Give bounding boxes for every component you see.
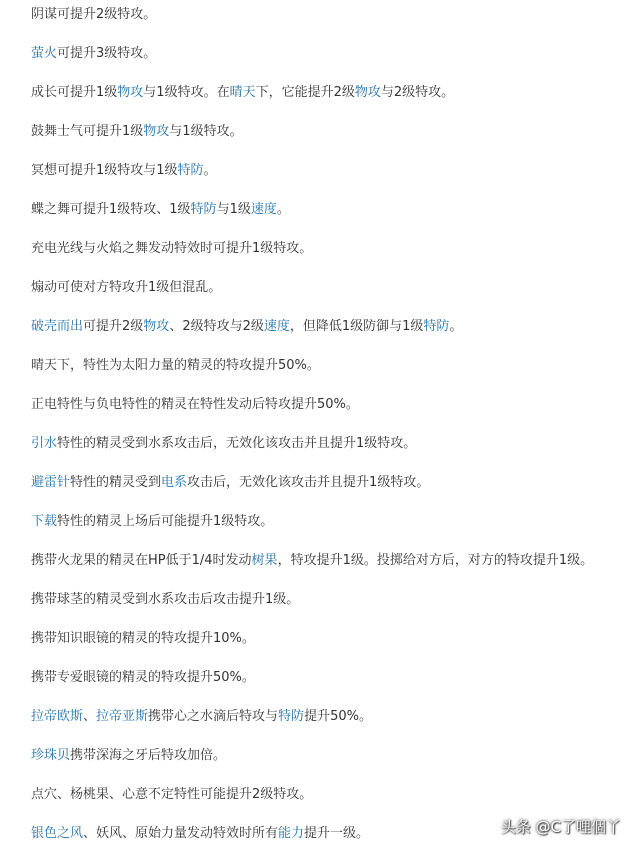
text-segment: 阴谋可提升2级特攻。 [31, 7, 157, 22]
text-segment: 晴天下，特性为太阳力量的精灵的特攻提升50%。 [31, 358, 320, 373]
text-segment: 与2级特攻。 [380, 85, 455, 100]
text-segment: 蝶之舞可提升1级特攻、1级 [31, 202, 191, 217]
text-line-11 [31, 396, 359, 414]
text-segment: 冥想可提升1级特攻与1级 [31, 163, 178, 178]
term-link[interactable]: 下载 [31, 514, 58, 529]
text-line-3 [31, 84, 454, 102]
text-line-16 [31, 591, 299, 609]
term-link[interactable]: 萤火 [31, 46, 58, 61]
term-link[interactable]: 避雷针 [31, 475, 71, 490]
text-segment: 鼓舞士气可提升1级 [31, 124, 144, 139]
text-segment: 携带深海之牙后特攻加倍。 [70, 748, 227, 763]
text-segment: 充电光线与火焰之舞发动特效时可提升1级特攻。 [31, 241, 313, 256]
text-line-5 [31, 162, 217, 180]
text-segment: 攻击后，无效化该攻击并且提升1级特攻。 [187, 475, 430, 490]
text-segment: 可提升2级 [83, 319, 144, 334]
term-link[interactable]: 能力 [278, 826, 305, 841]
text-line-9 [31, 318, 462, 336]
term-link[interactable]: 物攻 [143, 319, 170, 334]
term-link[interactable]: 物攻 [143, 124, 170, 139]
text-segment: 特性的精灵受到水系攻击后，无效化该攻击并且提升1级特攻。 [57, 436, 417, 451]
text-line-14 [31, 513, 273, 531]
text-line-19 [31, 708, 372, 726]
text-segment: 。 [449, 319, 463, 334]
text-line-17 [31, 630, 255, 648]
term-link[interactable]: 特防 [177, 163, 204, 178]
text-line-6 [31, 201, 290, 219]
text-line-8 [31, 279, 221, 297]
term-link[interactable]: 特防 [278, 709, 305, 724]
term-link[interactable]: 速度 [250, 202, 277, 217]
text-line-22 [31, 825, 369, 843]
text-segment: 与1级特攻。 [169, 124, 243, 139]
term-link[interactable]: 引水 [31, 436, 58, 451]
text-line-7 [31, 240, 312, 258]
text-segment: 、妖风、原始力量发动特效时所有 [83, 826, 279, 841]
term-link[interactable]: 物攻 [354, 85, 381, 100]
text-segment: 特性的精灵受到 [70, 475, 162, 490]
text-segment: 可提升3级特攻。 [57, 46, 157, 61]
term-link[interactable]: 拉帝欧斯 [31, 709, 84, 724]
text-segment: 与1级 [216, 202, 251, 217]
text-segment: 、2级特攻与2级 [169, 319, 264, 334]
term-link[interactable]: 特防 [423, 319, 450, 334]
text-line-1 [31, 6, 156, 24]
term-link[interactable]: 物攻 [117, 85, 144, 100]
text-line-12 [31, 435, 416, 453]
text-line-4 [31, 123, 243, 141]
text-segment: 特性的精灵上场后可能提升1级特攻。 [57, 514, 274, 529]
text-segment: 。 [276, 202, 290, 217]
text-segment: ，特攻提升1级。投掷给对方后，对方的特攻提升1级。 [277, 553, 594, 568]
text-segment: 携带知识眼镜的精灵的特攻提升10%。 [31, 631, 255, 646]
text-line-18 [31, 669, 255, 687]
term-link[interactable]: 银色之风 [31, 826, 84, 841]
text-segment: 。 [203, 163, 217, 178]
text-segment: 正电特性与负电特性的精灵在特性发动后特攻提升50%。 [31, 397, 359, 412]
term-link[interactable]: 拉帝亚斯 [96, 709, 149, 724]
term-link[interactable]: 速度 [263, 319, 290, 334]
text-segment: 与1级特攻。在 [143, 85, 230, 100]
text-segment: 煽动可使对方特攻升1级但混乱。 [31, 280, 222, 295]
text-line-2 [31, 45, 156, 63]
text-line-20 [31, 747, 226, 765]
text-line-13 [31, 474, 429, 492]
text-segment: 下，它能提升2级 [255, 85, 355, 100]
term-link[interactable]: 树果 [251, 553, 278, 568]
term-link[interactable]: 晴天 [229, 85, 256, 100]
text-segment: 、 [83, 709, 97, 724]
text-segment: ，但降低1级防御与1级 [289, 319, 424, 334]
text-segment: 提升一级。 [304, 826, 370, 841]
text-segment: 携带球茎的精灵受到水系攻击后攻击提升1级。 [31, 592, 300, 607]
term-link[interactable]: 珍珠贝 [31, 748, 71, 763]
text-segment: 携带心之水滴后特攻与 [148, 709, 279, 724]
term-link[interactable]: 电系 [161, 475, 188, 490]
text-line-15 [31, 552, 593, 570]
watermark: 头条 @C了哩個丫 [500, 818, 621, 836]
text-segment: 携带火龙果的精灵在HP低于1/4时发动 [31, 553, 252, 568]
text-segment: 提升50%。 [304, 709, 372, 724]
text-segment: 成长可提升1级 [31, 85, 118, 100]
text-line-10 [31, 357, 320, 375]
term-link[interactable]: 特防 [190, 202, 217, 217]
text-segment: 点穴、杨桃果、心意不定特性可能提升2级特攻。 [31, 787, 313, 802]
text-line-21 [31, 786, 312, 804]
term-link[interactable]: 破壳而出 [31, 319, 84, 334]
text-segment: 携带专爱眼镜的精灵的特攻提升50%。 [31, 670, 255, 685]
